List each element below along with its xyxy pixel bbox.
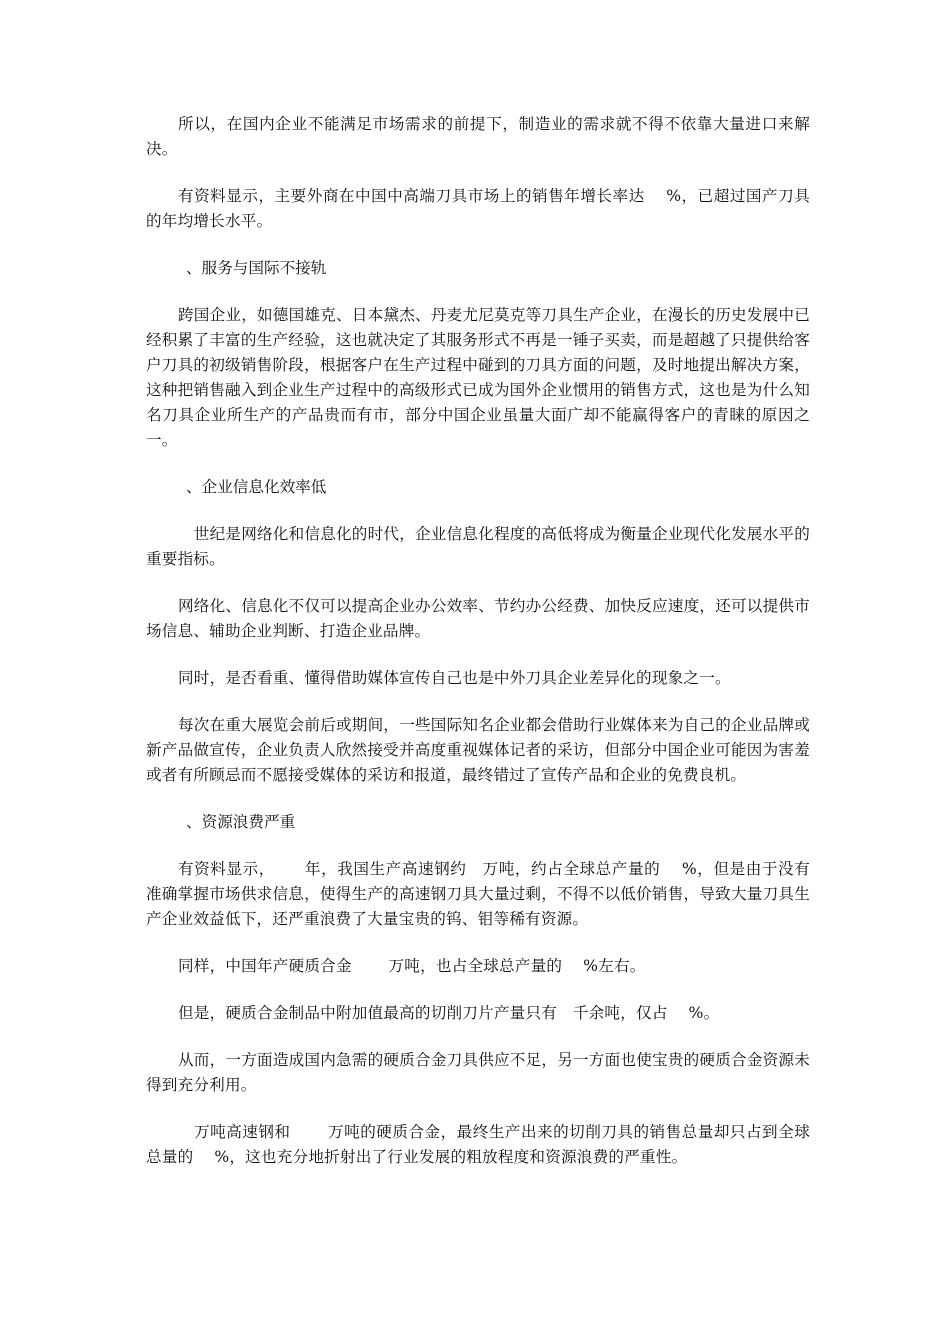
paragraph-network-benefits: 网络化、信息化不仅可以提高企业办公效率、节约办公经费、加快反应速度，还可以提供市场信息、辅助企业判断、打造企业品牌。 <box>146 597 810 640</box>
paragraph-import-dependence: 所以，在国内企业不能满足市场需求的前提下，制造业的需求就不得不依靠大量进口来解决。 <box>146 115 810 158</box>
paragraph-cemented-carbide: 同样，中国年产硬质合金 万吨，也占全球总产量的 %左右。 <box>178 957 646 975</box>
paragraph-network-era: 世纪是网络化和信息化的时代，企业信息化程度的高低将成为衡量企业现代化发展水平的重要指标。 <box>146 525 810 568</box>
paragraph-media-publicity: 同时，是否看重、懂得借助媒体宣传自己也是中外刀具企业差异化的现象之一。 <box>178 669 731 687</box>
section-heading-service: 、服务与国际不接轨 <box>186 259 327 277</box>
paragraph-multinational-service: 跨国企业，如德国雄克、日本黛杰、丹麦尤尼莫克等刀具生产企业，在漫长的历史发展中已经积累了丰富的生产经验，这也就决定了其服务形式不再是一锤子买卖，而是超越了只提供给客户刀具的初级销售阶段，根据客户在生产过程中碰到的刀具方面的问题，及时地提出解决方案，这种把销售融入到企业生产过程中的高级形式已成为国外企业惯用的销售方式，这也是为什么知名刀具企业所生产的产品贵而有市，部分中国企业虽量大面广却不能赢得客户的青睐的原因之一。 <box>146 306 810 449</box>
paragraph-sales-share: 万吨高速钢和 万吨的硬质合金，最终生产出来的切削刀具的销售总量却只占到全球总量的 %，这也充分地折射出了行业发展的粗放程度和资源浪费的严重性。 <box>146 1123 810 1166</box>
document-page <box>146 112 810 1170</box>
section-heading-resource-waste: 、资源浪费严重 <box>186 813 296 831</box>
paragraph-exhibition-media: 每次在重大展览会前后或期间，一些国际知名企业都会借助行业媒体来为自己的企业品牌或新产品做宣传，企业负责人欣然接受并高度重视媒体记者的采访，但部分中国企业可能因为害羞或者有所顾忌而不愿接受媒体的采访和报道，最终错过了宣传产品和企业的免费良机。 <box>146 716 810 784</box>
paragraph-high-speed-steel: 有资料显示， 年，我国生产高速钢约 万吨，约占全球总产量的 %，但是由于没有准确掌握市场供求信息，使得生产的高速钢刀具大量过剩，不得不以低价销售，导致大量刀具生产企业效益低下，还严重浪费了大量宝贵的钨、钼等稀有资源。 <box>146 860 810 928</box>
paragraph-foreign-growth: 有资料显示，主要外商在中国中高端刀具市场上的销售年增长率达 %，已超过国产刀具的年均增长水平。 <box>146 187 810 230</box>
paragraph-cutting-inserts: 但是，硬质合金制品中附加值最高的切削刀片产量只有 千余吨，仅占 %。 <box>178 1004 720 1022</box>
paragraph-supply-shortage: 从而，一方面造成国内急需的硬质合金刀具供应不足，另一方面也使宝贵的硬质合金资源未得到充分利用。 <box>146 1051 810 1094</box>
section-heading-informatization: 、企业信息化效率低 <box>186 478 327 496</box>
